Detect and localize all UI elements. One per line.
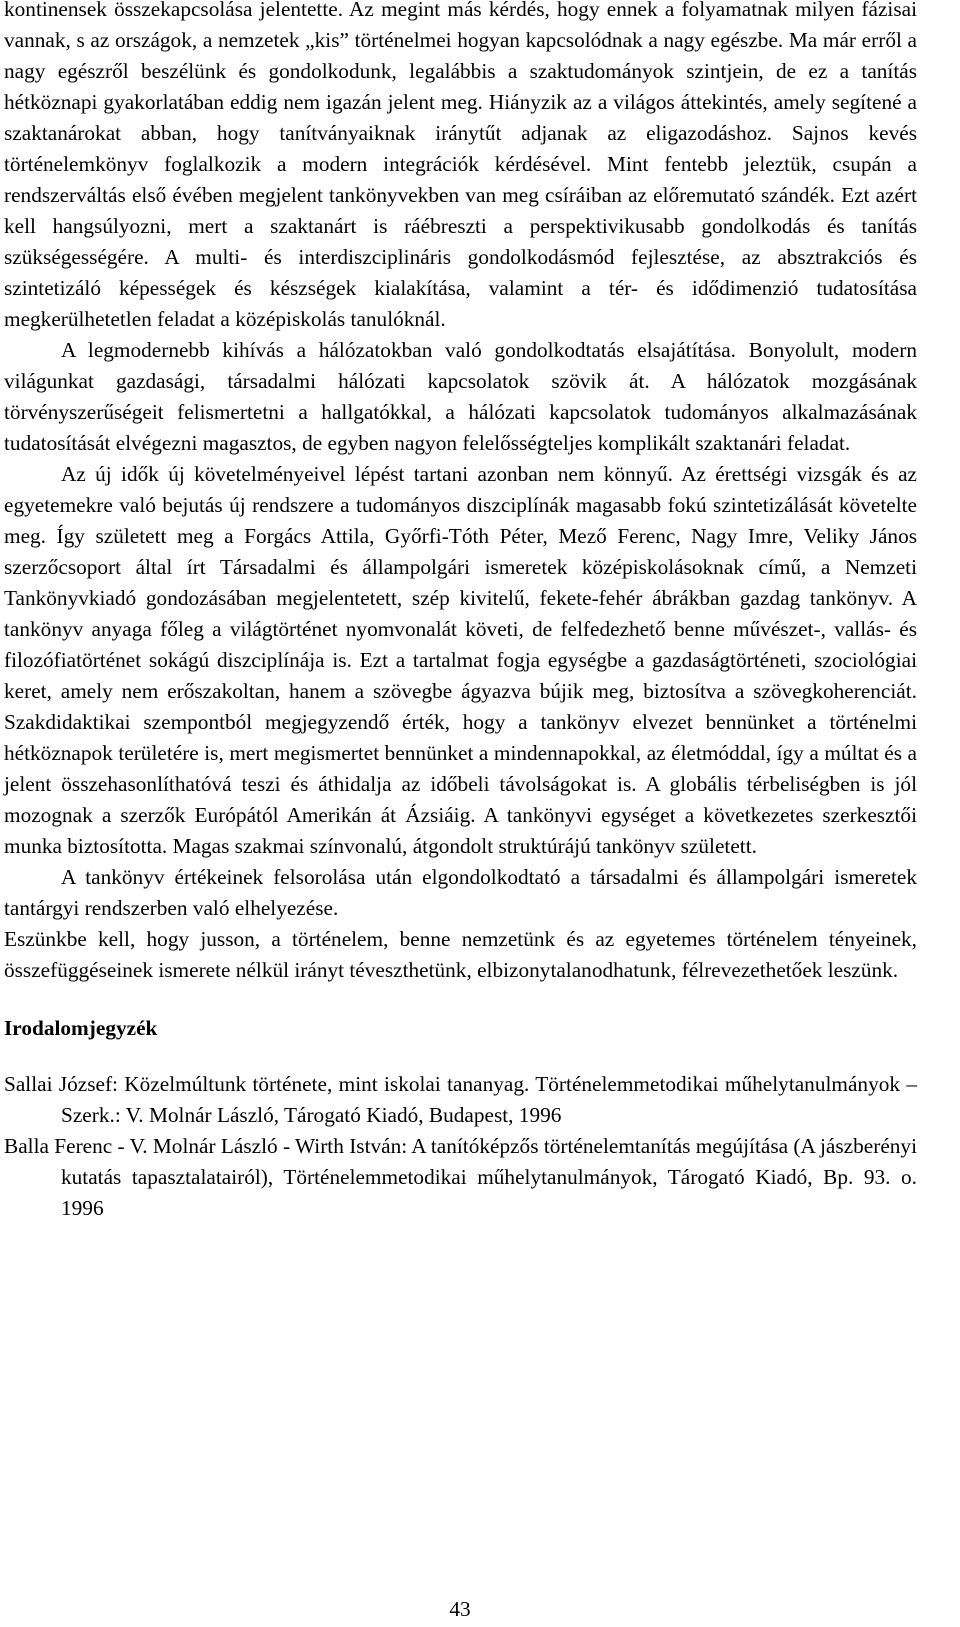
bibliography-list — [4, 1069, 917, 1224]
body-paragraph: Eszünkbe kell, hogy jusson, a történelem, benne nemzetünk és az egyetemes történelem tényeinek, összefüggéseinek ismerete nélkül irányt téveszthetünk, elbizonytalanodhatunk, félrevezethetőek leszünk. — [4, 927, 917, 982]
bibliography-entry: Balla Ferenc - V. Molnár László - Wirth István: A tanítóképzős történelemtanítás megújítása (A jászberényi kutatás tapasztalatairól), Történelemmetodikai műhelytanulmányok, Tárogató Kiadó, Bp. 93. o. 1996 — [4, 1134, 917, 1220]
body-paragraph: Az új idők új követelményeivel lépést tartani azonban nem könnyű. Az érettségi vizsgák és az egyetemekre való bejutás új rendszere a tudományos diszciplínák magasabb fokú szintetizálását követelte meg. Így született meg a Forgács Attila, Győrfi-Tóth Péter, Mező Ferenc, Nagy Imre, Veliky János szerzőcsoport által írt Társadalmi és állampolgári ismeretek középiskolásoknak című, a Nemzeti Tankönyvkiadó gondozásában megjelentetett, szép kivitelű, fekete-fehér ábrákban gazdag tankönyv. A tankönyv anyaga főleg a világtörténet nyomvonalát követi, de felfedezhető benne művészet-, vallás- és filozófiatörténet sokágú diszciplínája is. Ezt a tartalmat fogja egységbe a gazdaságtörténeti, szociológiai keret, amely nem erőszakoltan, hanem a szövegbe ágyazva bújik meg, biztosítva a szövegkoherenciát. Szakdidaktikai szempontból megjegyzendő érték, hogy a tankönyv elvezet bennünket a történelmi hétköznapok területére is, mert megismertet bennünket a mindennapokkal, az életmóddal, így a múltat és a jelent összehasonlíthatóvá teszi és áthidalja az időbeli távolságokat is. A globális térbeliségben is jól mozognak a szerzők Európától Amerikán át Ázsiáig. A tankönyvi egységet a következetes szerkesztői munka biztosította. Magas szakmai színvonalú, átgondolt struktúrájú tankönyv született. — [4, 462, 917, 858]
body-paragraph: kontinensek összekapcsolása jelentette. Az megint más kérdés, hogy ennek a folyamatnak milyen fázisai vannak, s az országok, a nemzetek „kis” történelmei hogyan kapcsolódnak a nagy egészbe. Ma már erről a nagy egészről beszélünk és gondolkodunk, legalábbis a szaktudományok szintjein, de ez a tanítás hétköznapi gyakorlatában eddig nem igazán jelent meg. Hiányzik az a világos áttekintés, amely segítené a szaktanárokat abban, hogy tanítványaiknak iránytűt adjanak az eligazodáshoz. Sajnos kevés történelemkönyv foglalkozik a modern integrációk kérdésével. Mint fentebb jeleztük, csupán a rendszerváltás első évében megjelent tankönyvekben van meg csíráiban az előremutató szándék. Ezt azért kell hangsúlyozni, mert a szaktanárt is ráébreszti a perspektivikusabb gondolkodás és tanítás szükségességére. A multi- és interdiszciplináris gondolkodásmód fejlesztése, az absztrakciós és szintetizáló képességek és készségek kialakítása, valamint a tér- és idődimenzió tudatosítása megkerülhetetlen feladat a középiskolás tanulóknál. — [4, 0, 917, 331]
body-paragraph: A tankönyv értékeinek felsorolása után elgondolkodtató a társadalmi és állampolgári ismeretek tantárgyi rendszerben való elhelyezése. — [4, 865, 917, 920]
page-number: 43 — [449, 1597, 471, 1621]
body-paragraph: A legmodernebb kihívás a hálózatokban való gondolkodtatás elsajátítása. Bonyolult, modern világunkat gazdasági, társadalmi hálózati kapcsolatok szövik át. A hálózatok mozgásának törvényszerűségeit felismertetni a hallgatókkal, a hálózati kapcsolatok tudományos alkalmazásának tudatosítását elvégezni magasztos, de egyben nagyon felelősségteljes komplikált szaktanári feladat. — [4, 338, 917, 455]
bibliography-entry: Sallai József: Közelmúltunk története, mint iskolai tananyag. Történelemmetodikai műhelytanulmányok – Szerk.: V. Molnár László, Tárogató Kiadó, Budapest, 1996 — [4, 1072, 917, 1127]
document-page — [4, 0, 917, 1224]
bibliography-heading: Irodalomjegyzék — [4, 1016, 158, 1040]
